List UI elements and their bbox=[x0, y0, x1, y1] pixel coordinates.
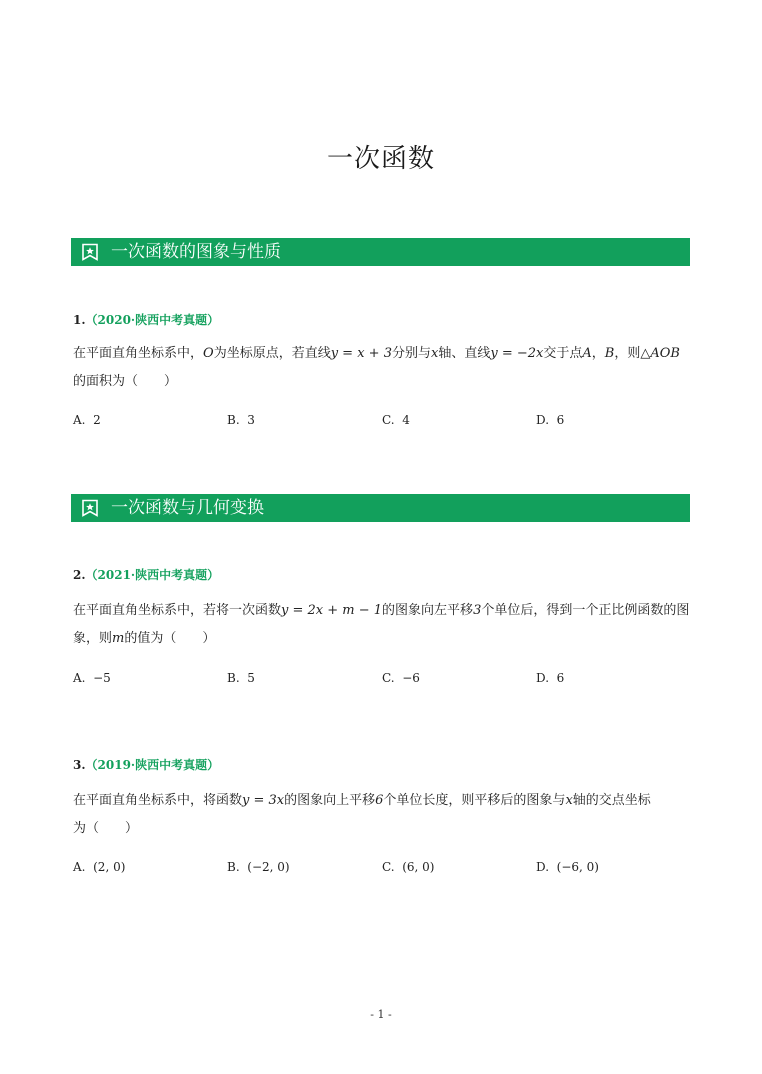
option-value: −6 bbox=[402, 671, 420, 685]
text-run: 在平面直角坐标系中，若将一次函数 bbox=[73, 603, 282, 618]
math-expression: y = 3x bbox=[242, 793, 285, 808]
option-letter: B. bbox=[227, 860, 240, 874]
question-number: 2. bbox=[73, 568, 86, 582]
section-header-graph-properties bbox=[71, 238, 690, 266]
option-value: (−6, 0) bbox=[556, 860, 599, 874]
section-header-geometric-transform bbox=[71, 494, 690, 522]
math-expression: y = x + 3 bbox=[330, 346, 392, 361]
math-expression: O bbox=[203, 346, 214, 361]
question-source: （2021·陕西中考真题） bbox=[85, 568, 220, 582]
option-letter: A. bbox=[73, 860, 86, 874]
math-expression: 6 bbox=[375, 793, 384, 808]
math-expression: B bbox=[604, 346, 615, 361]
option-d[interactable] bbox=[536, 671, 564, 685]
question-header bbox=[73, 756, 219, 773]
option-letter: C. bbox=[382, 860, 395, 874]
option-a[interactable] bbox=[73, 860, 125, 874]
option-c[interactable] bbox=[382, 860, 434, 874]
text-run: 为（ ） bbox=[73, 821, 139, 836]
option-letter: D. bbox=[536, 860, 550, 874]
text-run: 象，则 bbox=[73, 631, 113, 646]
page-number: - 1 - bbox=[370, 1008, 392, 1021]
option-letter: A. bbox=[73, 413, 86, 427]
math-expression: △AOB bbox=[640, 346, 680, 361]
question-header bbox=[73, 311, 219, 328]
math-expression: 3 bbox=[473, 603, 482, 618]
option-value: 3 bbox=[247, 413, 255, 427]
option-value: −5 bbox=[93, 671, 111, 685]
text-run: ，则 bbox=[614, 346, 641, 361]
text-run: 的图象向上平移 bbox=[284, 793, 376, 808]
option-d[interactable] bbox=[536, 413, 564, 427]
option-d[interactable] bbox=[536, 860, 599, 874]
option-letter: A. bbox=[73, 671, 86, 685]
bookmark-star-icon bbox=[81, 243, 99, 261]
option-b[interactable] bbox=[227, 860, 290, 874]
question-source: （2019·陕西中考真题） bbox=[85, 758, 220, 772]
option-c[interactable] bbox=[382, 671, 420, 685]
option-letter: C. bbox=[382, 671, 395, 685]
question-header bbox=[73, 566, 219, 583]
text-run: 在平面直角坐标系中， bbox=[73, 346, 204, 361]
option-value: 6 bbox=[556, 413, 565, 427]
math-expression: y = −2x bbox=[490, 346, 544, 361]
text-run: 在平面直角坐标系中，将函数 bbox=[73, 793, 243, 808]
question-source: （2020·陕西中考真题） bbox=[85, 313, 220, 327]
text-run: 的图象向左平移 bbox=[382, 603, 474, 618]
text-run: ， bbox=[591, 346, 605, 361]
option-b[interactable] bbox=[227, 413, 255, 427]
math-expression: x bbox=[565, 793, 573, 808]
text-run: 交于点 bbox=[543, 346, 583, 361]
text-run: 轴、直线 bbox=[438, 346, 491, 361]
option-value: 6 bbox=[556, 671, 565, 685]
question-text bbox=[73, 597, 698, 653]
option-value: 2 bbox=[93, 413, 101, 427]
math-expression: m bbox=[112, 631, 125, 646]
text-run: 个单位后，得到一个正比例函数的图 bbox=[481, 603, 690, 618]
option-value: (2, 0) bbox=[93, 860, 126, 874]
math-expression: x bbox=[430, 346, 439, 361]
option-a[interactable] bbox=[73, 413, 101, 427]
question-text bbox=[73, 340, 698, 396]
bookmark-star-icon bbox=[81, 499, 99, 517]
text-run: 分别与 bbox=[391, 346, 431, 361]
option-letter: C. bbox=[382, 413, 395, 427]
option-value: (−2, 0) bbox=[247, 860, 290, 874]
option-value: 4 bbox=[402, 413, 410, 427]
option-c[interactable] bbox=[382, 413, 410, 427]
text-run: 的值为（ ） bbox=[124, 631, 216, 646]
option-letter: D. bbox=[536, 671, 550, 685]
section-title: 一次函数与几何变换 bbox=[111, 498, 264, 518]
option-value: (6, 0) bbox=[402, 860, 435, 874]
option-b[interactable] bbox=[227, 671, 255, 685]
page-title: 一次函数 bbox=[326, 144, 435, 174]
text-run: 为坐标原点，若直线 bbox=[213, 346, 331, 361]
option-letter: B. bbox=[227, 671, 240, 685]
option-a[interactable] bbox=[73, 671, 111, 685]
math-expression: y = 2x + m − 1 bbox=[281, 603, 383, 618]
question-text bbox=[73, 787, 698, 843]
math-expression: A bbox=[582, 346, 592, 361]
text-run: 轴的交点坐标 bbox=[572, 793, 651, 808]
option-letter: B. bbox=[227, 413, 240, 427]
option-letter: D. bbox=[536, 413, 550, 427]
option-value: 5 bbox=[247, 671, 255, 685]
section-title: 一次函数的图象与性质 bbox=[111, 242, 281, 262]
text-run: 个单位长度，则平移后的图象与 bbox=[383, 793, 566, 808]
question-number: 3. bbox=[73, 758, 86, 772]
question-number: 1. bbox=[73, 313, 86, 327]
text-run: 的面积为（ ） bbox=[73, 374, 178, 389]
